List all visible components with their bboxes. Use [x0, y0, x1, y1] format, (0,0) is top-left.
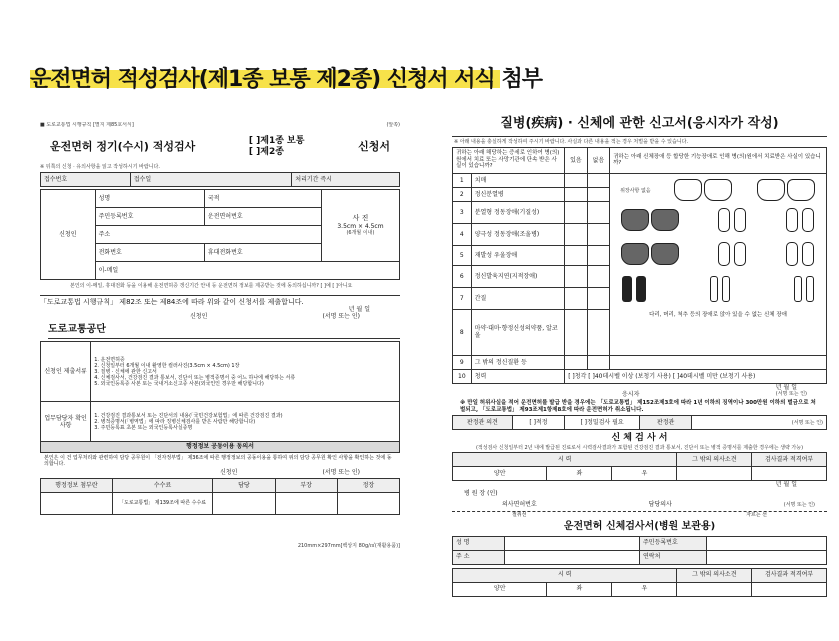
result-header: 검사결과 적격여부: [752, 452, 827, 466]
hospital-copy-table: [452, 536, 827, 565]
consent-signer: 신청인: [220, 468, 238, 476]
hospital-copy-title: 운전면허 신체검사서(병원 보관용): [563, 520, 716, 532]
declaration-date: 년 월 일: [775, 383, 797, 391]
receipt-table: [40, 172, 400, 187]
checkbox-no[interactable]: [587, 187, 609, 201]
fee-table: [40, 478, 400, 515]
item-label: 그 밖의 정신질환 등: [471, 355, 565, 369]
question-head: 귀하는 아래 해당하는 증세로 인하여 병(의)원에서 치료 또는 사망기관에 단속 받은 사실이 있습니까?: [453, 147, 565, 173]
hand-icon: [673, 178, 733, 204]
leg-icon: [620, 276, 648, 304]
checkbox-yes[interactable]: [565, 173, 587, 187]
judge-detail-option[interactable]: [ ]정밀검사 필요: [565, 416, 640, 430]
checkbox-yes[interactable]: [565, 309, 587, 355]
item-number: 3: [453, 201, 472, 223]
fee-note: 「도로교통법」 제139조에 따른 수수료: [112, 492, 213, 514]
hearing-option-2[interactable]: [ ]40데시벨 미만 (보청기 사용): [672, 372, 756, 380]
chief-header: 정장: [337, 478, 399, 492]
copy-opinion-header: 그 밖의 의사소견: [677, 568, 752, 582]
signer-label: 신청인: [190, 313, 208, 321]
photo-size: 3.5cm × 4.5cm: [337, 222, 384, 230]
hand-icon: [756, 178, 816, 204]
manager-header: 부장: [275, 478, 337, 492]
copy-phone-field[interactable]: [707, 550, 827, 564]
hand-label: 위장사항 없음: [620, 187, 651, 194]
license-type-option-2[interactable]: [ ]제2종: [248, 146, 284, 157]
date-line: 년 월 일: [348, 305, 370, 313]
hearing-option-1[interactable]: [ ]청각 [ ]40데시벨 이상 (보청기 사용): [568, 372, 671, 380]
agency-name: 도로교통공단: [48, 324, 400, 339]
checkbox-no[interactable]: [587, 355, 609, 369]
doctor-note: (서명 또는 인): [783, 501, 815, 508]
doctor-license-label: 의사면허번호: [502, 501, 537, 509]
arm-icon: [716, 208, 748, 234]
applicant-label: 신청인: [41, 189, 96, 279]
copy-left-eye: 좌: [547, 582, 612, 596]
false-statement-warning: ※ 만일 허위사실을 적어 운전면허를 발급 받을 경우에는 「도로교통법」 제152조제3호에 따라 1년 이하의 징역이나 300만원 이하의 벌금으로 처벌되고, 「도로교통법」 제93조제1항제8호에 따라 운전면허가 취소됩니다.: [460, 399, 816, 413]
applicant-table: [40, 189, 400, 280]
email-field[interactable]: 이-메일: [95, 261, 399, 279]
arm-icon: [784, 242, 816, 268]
application-form: [40, 122, 400, 614]
copy-name-label: 성 명: [453, 536, 505, 550]
judge-table: [452, 415, 827, 430]
item-label: 치매: [471, 173, 565, 187]
item-number: 2: [453, 187, 472, 201]
judge-opinion-label: 판정관 의견: [453, 416, 513, 430]
copy-eyesight-header: 시 력: [453, 568, 677, 582]
hospital-seal: (인): [487, 490, 498, 498]
fee-header: 수수료: [112, 478, 213, 492]
copy-eyesight-table: [452, 568, 827, 597]
checkbox-yes[interactable]: [565, 187, 587, 201]
item-label: 청력: [471, 369, 565, 383]
form-header-note: ■ 도로교통법 시행규칙 [별지 제85호서식]: [40, 122, 134, 128]
item-label: 정신분열병: [471, 187, 565, 201]
eyesight-header: 시 력: [453, 452, 677, 466]
check-date: 년 월 일: [775, 480, 797, 488]
staff-header: 담당: [213, 478, 275, 492]
item-number: 5: [453, 245, 472, 265]
left-eye: 좌: [547, 466, 612, 480]
address-field[interactable]: 주소: [95, 225, 321, 243]
disability-note: 다리, 머리, 척추 등의 장애로 앉아 있을 수 없는 신체 장애: [649, 312, 787, 319]
mobile-field[interactable]: 휴대전화번호: [204, 243, 321, 261]
nationality-field[interactable]: 국적: [204, 189, 321, 207]
checkbox-no[interactable]: [587, 201, 609, 223]
item-label: 정신발육지연(지적장애): [471, 265, 565, 287]
photo-note: (6개월 이내): [346, 229, 375, 236]
checkbox-yes[interactable]: [565, 287, 587, 309]
copy-address-field[interactable]: [505, 550, 640, 564]
form-title-right: 신청서: [358, 140, 390, 154]
form-title-left: 운전면허 정기(수시) 적성검사: [50, 140, 196, 154]
question-right: 귀하는 아래 신체장애 등 합당한 기능장애로 인해 병(의)원에서 치료받은 사실이 있습니까?: [610, 147, 827, 173]
form-footer: 210mm×297mm[백상지 80g/㎡(재활용품)]: [297, 542, 400, 549]
item-label: 분열형 정동장애(기질성): [471, 201, 565, 223]
signer-note: (서명 또는 인): [322, 313, 360, 321]
judge-label: 판정관: [639, 416, 691, 430]
name-field[interactable]: 성명: [95, 189, 204, 207]
right-eye: 우: [612, 466, 677, 480]
phone-field[interactable]: 전화번호: [95, 243, 204, 261]
cut-line-right: 자르는 선: [746, 511, 767, 518]
hand-icon: [620, 242, 680, 268]
item-label: 마약·대마·향정신성의약품, 알코올: [471, 309, 565, 355]
license-type-option-1[interactable]: [ ]제1종 보통: [248, 136, 305, 146]
checkbox-yes[interactable]: [565, 245, 587, 265]
item-number: 7: [453, 287, 472, 309]
both-eyes: 양안: [453, 466, 547, 480]
declaration-note: ※ 아래 내용을 충실하게 작성하여 주시기 바랍니다. 사실과 다른 내용을 적는 경우 처벌을 받을 수 있습니다.: [454, 138, 689, 145]
consent-signer-note: (서명 또는 인): [322, 468, 360, 476]
copy-phone-label: 연락처: [639, 550, 706, 564]
consent-body: 본인은 이 건 업무처리와 관련하여 담당 공무원이 「전자정부법」 제36조에 따른 행정정보의 공동이용을 통하여 위의 담당 공무원 확인 사항을 확인하는 것에 동의합니다.: [44, 454, 392, 467]
checkbox-yes[interactable]: [565, 201, 587, 223]
checkbox-yes[interactable]: [565, 355, 587, 369]
doctor-opinion-header: 그 밖의 의사소견: [677, 452, 752, 466]
checkbox-no[interactable]: [587, 245, 609, 265]
physical-check-note: (적성검사 신청일부터 2년 내에 발급된 진료로서 시력검사결과가 포함된 건강검진 결과 통보서, 진단서 또는 병적 증명서를 제출한 경우에는 생략 가능): [475, 444, 804, 451]
disease-table: [452, 147, 827, 384]
checkbox-no[interactable]: [587, 309, 609, 355]
photo-label: 사 진: [352, 214, 369, 223]
law-statement: 「도로교통법 시행규칙」 제82조 또는 제84조에 따라 위와 같이 신청서를 제출합니다.: [40, 295, 400, 306]
page-title: 운전면허 적성검사(제1종 보통 제2종) 신청서 서식 첨부: [30, 67, 542, 92]
documents-list: 1. 운전면허증 2. 신청일부터 6개월 이내 촬영한 컬러사진(3.5cm × 4.5cm) 1장 3. 질병 · 신체에 관한 신고서 4. 신체검사서, 건강검진 결과 통보서, 진단서 또는 병적증명서 중 어느 하나에 해당하는 서류 5. 외국인등록증 사본 또는 국내거소신고증 사본(외국인인 경우만 해당합니다): [91, 342, 400, 402]
license-number-field[interactable]: 운전면허번호: [204, 207, 321, 225]
item-label: 재발성 우울장애: [471, 245, 565, 265]
physical-check-title: 신 체 검 사 서: [611, 433, 668, 444]
hand-icon: [620, 208, 680, 234]
consent-title: 행정정보 공동이용 동의서: [40, 442, 400, 452]
arm-icon: [716, 242, 748, 268]
health-declaration-form: [452, 112, 827, 612]
processing-period: 처리기간 즉시: [292, 172, 400, 186]
form-page-side: (앞쪽): [386, 122, 400, 128]
judge-sign-note: (서명 또는 인): [692, 416, 827, 430]
checkbox-no[interactable]: [587, 173, 609, 187]
item-number: 8: [453, 309, 472, 355]
cut-line-left: 절취선: [512, 511, 527, 518]
item-number: 4: [453, 223, 472, 245]
checkbox-no[interactable]: [587, 287, 609, 309]
arm-icon: [784, 208, 816, 234]
item-number: 9: [453, 355, 472, 369]
receipt-date: 접수일: [130, 172, 292, 186]
checkbox-no[interactable]: [587, 265, 609, 287]
leg-icon: [708, 276, 732, 304]
applicant-note: (서명 또는 인): [775, 391, 807, 398]
item-number: 10: [453, 369, 472, 383]
checkbox-no[interactable]: [587, 223, 609, 245]
eyesight-table: [452, 452, 827, 481]
fee-attach-label: 행정정보 첨부란: [41, 478, 113, 492]
copy-both-eyes: 양안: [453, 582, 547, 596]
copy-right-eye: 우: [612, 582, 677, 596]
officer-check-label: 업무담당자 확인사항: [41, 402, 91, 442]
copy-result-header: 검사결과 적격여부: [752, 568, 827, 582]
officer-check-list: 1. 건강검진 결과통보서 또는 진단서의 내용(「국민건강보험법」에 따른 건강검진 결과) 2. 병적증명서(「병역법」에 따라 징병신체검사를 받은 사람만 해당합니다) 3. 주민등록표 초본 또는 외국인등록사실증명: [91, 402, 400, 442]
checkbox-yes[interactable]: [565, 265, 587, 287]
checkbox-yes[interactable]: [565, 223, 587, 245]
copy-address-label: 주 소: [453, 550, 505, 564]
consent-question: 본인의 이-메일, 휴대전화 등을 이용해 운전면허증 갱신기간 안내 등 운전면허 정보를 제공받는 것에 동의하십니까? [ ]예 [ ]아니요: [70, 282, 353, 289]
column-yes: 있음: [565, 147, 587, 173]
leg-icon: [792, 276, 816, 304]
hospital-label: 병 원 장: [464, 490, 486, 498]
item-label: 양극성 정동장애(조울병): [471, 223, 565, 245]
judge-ok-option[interactable]: [ ]적정: [512, 416, 564, 430]
item-number: 1: [453, 173, 472, 187]
body-diagram: [610, 173, 827, 355]
form-notice: ※ 뒤쪽의 신청 · 유의사항을 읽고 작성하시기 바랍니다.: [40, 163, 160, 170]
applicant-label: 응시자: [622, 390, 640, 398]
item-label: 간질: [471, 287, 565, 309]
documents-label: 신청인 제출서류: [41, 342, 91, 402]
copy-rrn-label: 주민등록번호: [639, 536, 706, 550]
item-number: 6: [453, 265, 472, 287]
copy-rrn-field[interactable]: [707, 536, 827, 550]
declaration-title: 질병(疾病) · 신체에 관한 신고서(응시자가 작성): [452, 112, 827, 137]
copy-name-field[interactable]: [505, 536, 640, 550]
rrn-field[interactable]: 주민등록번호: [95, 207, 204, 225]
column-no: 없음: [587, 147, 609, 173]
documents-table: [40, 341, 400, 442]
receipt-number: 접수번호: [41, 172, 131, 186]
doctor-label: 담당의사: [648, 501, 672, 509]
